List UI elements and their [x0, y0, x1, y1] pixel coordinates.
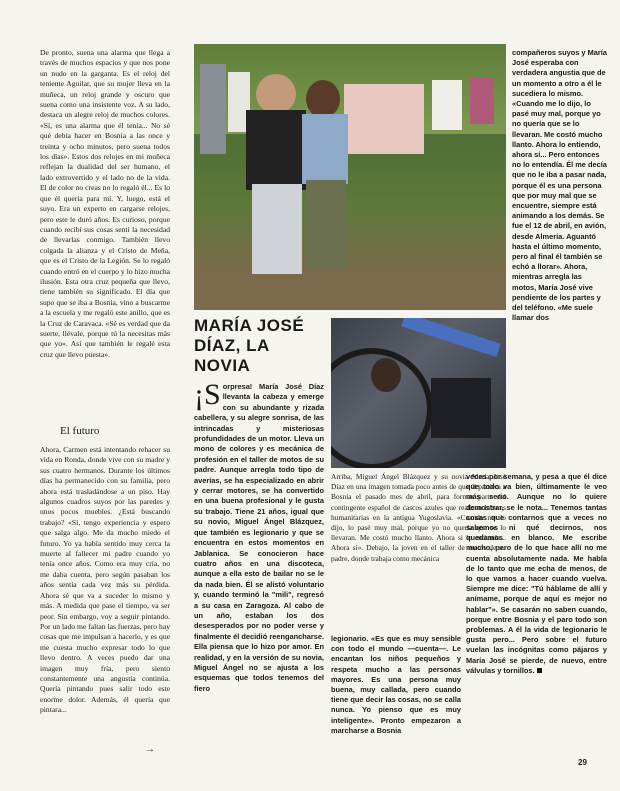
column-1-body: [40, 48, 170, 370]
hanging-cloth: [470, 78, 494, 124]
column-4b-text: veces por semana, y pesa a que él dice que todo va bien, últimamente le veo más serio. Aunque no lo quiere demostrar, se le nota... Tenemos tantas cosas que contarnos que a veces no sabemos ni qué decirnos, nos quedamos en blanco. Me escribe mucho, pero de lo que hace allí no me cuenta absolutamente nada. Me habla de lo tanto que me echa de menos, de lo que vamos a hacer cuando vuelva. Siempre me dice: "Tú háblame de allí y anímame, porque de aquí es mejor no hablar"». Se casarán no saben cuando, porque entre Bosnia y el paro todo son problemas. A él la vida de legionario le gusta pero... Pero sobre el futuro vuelan las incógnitas como pájaros y María José se pierde, de nuevo, entre válvulas y tornillos.: [466, 472, 607, 675]
column-1b-paragraph: Ahora, Carmen está intentando rehacer su vida en Ronda, donde vive con su madre y sus cuatro hermanos. Durante los últimos días ha permanecido con su familia, pero ahora está trasladándose a un piso. Hay algunos cuadros suyos por las paredes y unos pocos muebles. ¿Está buscando trabajo? «Sí, tengo experiencia y espero que salga algo. Me da mucho miedo el futuro. Yo ya había sentido muy cerca la muerte al fallecer mi padre cuando yo tenía once años. Como era muy cría, no me daba cuenta, pero según pasaban los años sentía cada vez más su pérdida. Ahora sé que va a suceder lo mismo y más. A medida que pase el tiempo, va ser peor. Sin embargo, voy a seguir pintando. Por un lado me faltan las fuerzas, pero hay cosas que me impulsan a hacerlo, y es que me cuesta mucho expresar todo lo que llevo dentro. A veces puedo dar una imagen muy fría, pero siento constantemente una angustia continúa. Quería pintando pues salir todo este enorme dolor. Además, él quería que pintara...: [40, 445, 170, 715]
section-subhead: El futuro: [60, 425, 100, 437]
woman-trousers: [306, 180, 346, 270]
woman-head: [306, 80, 340, 118]
man-jeans: [252, 184, 302, 274]
photo-caption: Arriba, Miguel Ángel Blázquez y su novia María José Díaz en una imagen tomada poco antes de que él partiera a Bosnia el pasado mes de abril, para formar parte del contingente español de cascos azules que realizan labores humanitarias en la antigua Yugoslavia. «Cuando me lo dijo, lo pasé muy mal, porque yo no quería que se lo llevaran. Me costó mucho llanto. Ahora si lo entiendo... Ahora sí». Debajo, la joven en el taller de motos de su padre, donde trabaja como mecánica: [331, 472, 506, 563]
article-column-4-continued: [466, 472, 607, 772]
drop-cap: ¡S: [194, 382, 221, 411]
bike-frame: [401, 318, 500, 357]
hanging-cloth: [200, 64, 226, 154]
man-vest: [246, 110, 306, 190]
article-column-4: compañeros suyos y María José esperaba con verdadera angustia que de un momento a otro a él le sucediera lo mismo. «Cuando me lo dijo, lo pasé muy mal, porque yo no quería que se lo llevaran. Me costó mucho llanto. Ahora lo entiendo, ahora sí... Pero entonces no lo entendía. Él me decía que no le iba a pasar nada, porque él es una persona que por muy mal que se encuentre, siempre está animando a los demás. Se fue el 12 de abril, en avión, desde Almería. Aguantó hasta el último momento, pero al final él también se echó a llorar». Ahora, mientras arregla las motos, María José vive pendiente de los partes y del teléfono. «Me suele llamar dos: [512, 48, 607, 323]
ground: [194, 274, 506, 310]
hanging-cloth: [432, 80, 462, 130]
engine: [431, 378, 491, 438]
couple-photo: [194, 44, 506, 310]
man-head: [256, 74, 296, 114]
column-1-paragraph: De pronto, suena una alarma que llega a través de muchos espacios y que nos pone un nudo en la garganta. Es el reloj del teniente Aguilar, que su mujer lleva en la muñeca, un reloj grande y oscuro que suena como una insistente voz. A su lado, destaca un alegre reloj de muchos colores. «Sí, es una alarma que él tenía... No sé qué debía hacer en Bosnia a las once y treinta y ocho minutos, pero suena todos los días». Estos dos relojes en mi muñeca reflejan la dualidad del ser humano, el lado extrovertido y el lado no de la vida. El de color no creas no lo regaló él... Es lo que él quería para mí. Y, luego, está el suyo. Era un experto en cargarse relojes, pero este le duró años. Es curioso, porque cuando recibí sus cosas sentí la necesidad de llevarlas conmigo. También llevo colgada la alianza y el Cristo de Meña, que es el Cristo de la Legión. Se lo regaló cuando entró en el cuerpo y lo hizo mucha ilusión. Esta otra cruz pequeña que llevo, tiene también su significado. El día que supo que se iba a Bosnia, vino a buscarme a la escuela y me regaló este anillo, que es la Cruz de Caravaca. «Sé es verdad que da suerte, llévale, porque tú la necesitas más que yo». Así que también le regalé esta cruz que llevo puesta».: [40, 48, 170, 359]
continue-arrow-icon: →: [145, 744, 155, 755]
woman-head: [371, 358, 401, 392]
column-1-body-continued: [40, 445, 170, 755]
lead-text: orpresa! María José Díaz llevanta la cabeza y emerge con su abundante y rizada cabellera, y su alegre sonrisa, de las intrincadas y misteriosas profundidades de un motor. Lleva un mono de colores y es mecánica de profesión en el taller de motos de su padre. Aunque arregla todo tipo de averías, se ha especializado en abrir y cerrar motores, se ha convertido en una buena profesional y le gusta su trabajo. Tiene 21 años, igual que su novio, Miguel Ángel Blázquez, que también es legionario y que se encuentra en estos momentos en Jablanica. Se conocieron hace cuatro años en una discoteca, aunque a ella esto de bailar no se le da nada bien. Él se alistó voluntario y, cuando terminó la "mili", regresó a su casa en Zaragoza. Al cabo de un año, estaban los dos desesperados por no poder verse y finalmente él decidió reengancharse. Ella piensa que lo hizo por amor. En realidad, y en la versión de su novia, Miguel Ángel no se ajusta a los esquemas que todos tenemos del fiero: [194, 382, 324, 693]
page-number: 29: [578, 758, 587, 767]
mechanic-photo: [331, 318, 506, 468]
article-column-3: legionario. «Es que es muy sensible con todo el mundo —cuenta—. Le encantan los niños pequeños y respeta mucho a las personas mayores. Es una persona muy buena, muy callada, pero cuando tiene que decir las cosas, no se calla nunca. Yo pienso que es muy inteligente». Pronto empezaron a marcharse a Bosnia: [331, 634, 461, 735]
hanging-cloth: [344, 84, 424, 154]
end-mark-icon: [537, 668, 542, 673]
article-headline: MARÍA JOSÉ DÍAZ, LA NOVIA: [194, 316, 305, 375]
article-lead: [194, 382, 324, 754]
woman-top: [302, 114, 348, 184]
